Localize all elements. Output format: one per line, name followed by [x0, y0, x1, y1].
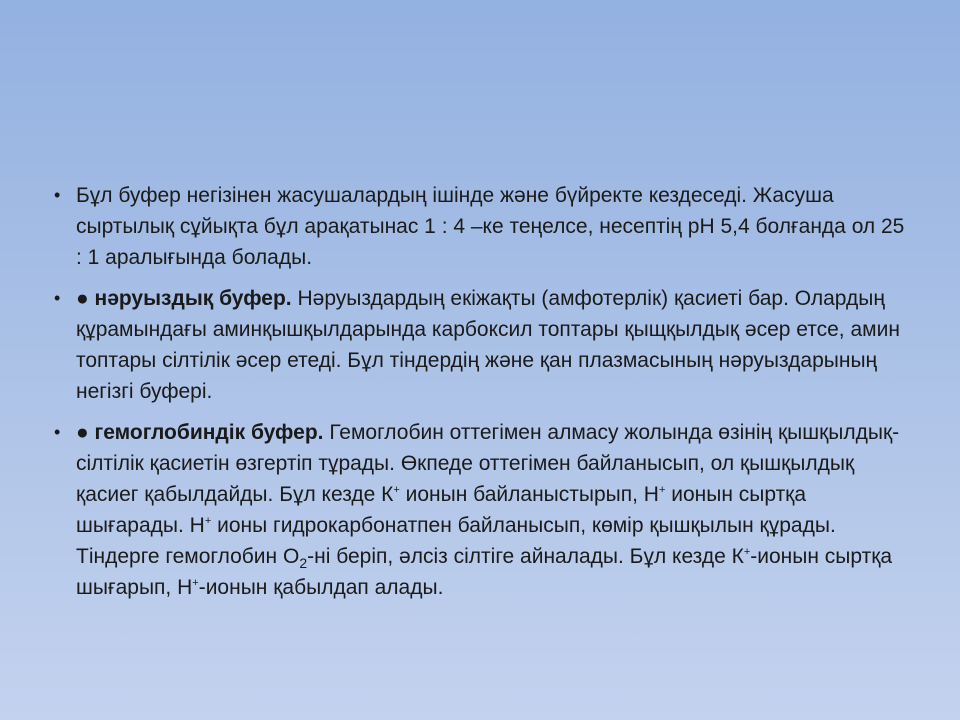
bullet-text: -ні беріп, әлсіз сілтіге айналады. Бұл кезде К	[307, 545, 744, 568]
superscript: +	[393, 484, 400, 496]
superscript: +	[743, 546, 751, 558]
bullet-text: Бұл буфер негізінен жасушалардың ішінде және бүйректе кездеседі. Жасуша сыртылық сұйықта бұл арақатынас 1 : 4 –ке теңелсе, несептің рН 5,4 болғанда ол 25 : 1 аралығында болады.	[76, 184, 905, 269]
bullet-dot-icon: •	[54, 422, 61, 442]
bullet-text: Гемоглобин оттегімен алмасу жолында өзінің қышқылдық-сілтілік қасиетін өзгертіп тұрады. Өкпеде оттегімен байланысып, ол қышқылдық қасиег қабылдайды. Бұл кезде К	[76, 421, 900, 506]
bullet-text: ионын сыртқа шығарады. Н	[76, 483, 807, 537]
bullet-dot-icon: •	[54, 288, 61, 308]
bullet-text: ионы гидрокарбонатпен байланысып, көмір қышқылын құрады. Тіндерге гемоглобин О	[76, 514, 836, 568]
bullet-heading: ● гемоглобиндік буфер.	[76, 421, 324, 444]
superscript: +	[192, 577, 199, 589]
bullet-heading: ● нәруыздық буфер.	[76, 287, 292, 310]
bullet-item-3	[54, 417, 914, 603]
bullet-list	[54, 180, 914, 613]
bullet-item-2	[54, 283, 914, 407]
superscript: +	[204, 515, 212, 527]
bullet-text: -ионын сыртқа шығарып, Н	[76, 545, 893, 599]
bullet-text: Нәруыздардың екіжақты (амфотерлік) қасиеті бар. Олардың құрамындағы аминқышқылдарында карбоксил топтары қыщқылдық әсер етсе, амин топтары сілтілік әсер етеді. Бұл тіндердің және қан плазмасының нәруыздарының негізгі буфері.	[76, 287, 900, 403]
bullet-text: ионын байланыстырып, Н	[399, 483, 659, 506]
bullet-text: -ионын қабылдап алады.	[198, 576, 444, 599]
superscript: +	[658, 484, 666, 496]
bullet-item-1	[54, 180, 914, 273]
subscript: 2	[299, 555, 308, 572]
bullet-dot-icon: •	[54, 185, 61, 205]
